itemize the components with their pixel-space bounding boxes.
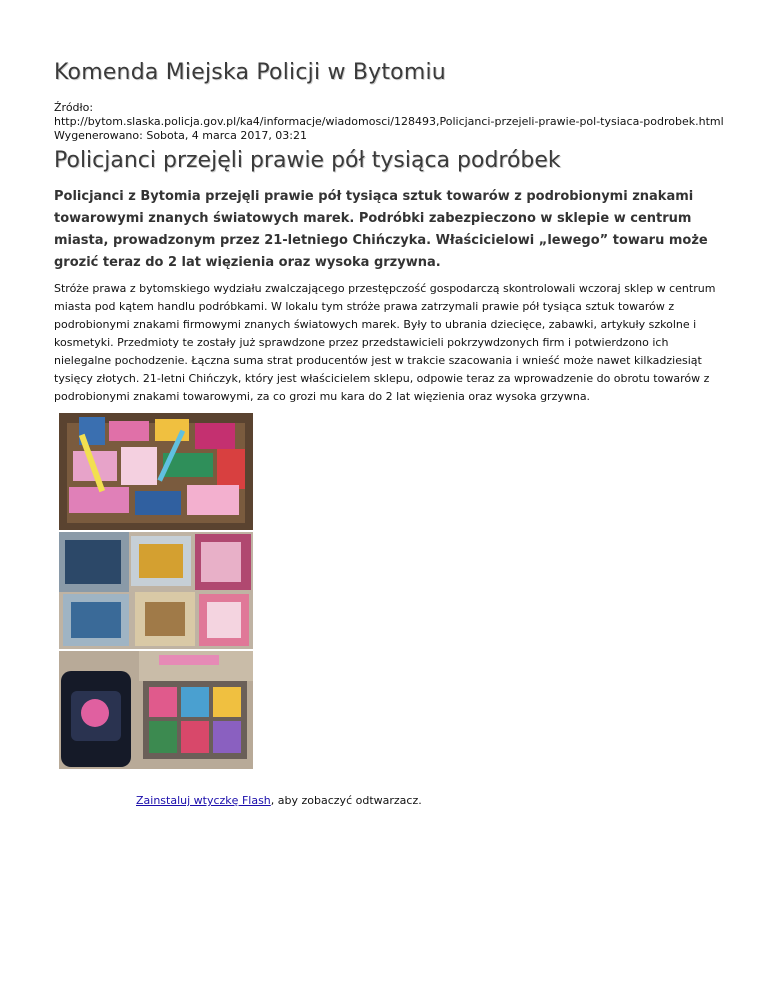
site-title: Komenda Miejska Policji w Bytomiu	[54, 60, 446, 85]
photo-pencil-cases	[59, 532, 253, 649]
install-flash-link[interactable]: Zainstaluj wtyczkę Flash	[136, 794, 271, 807]
flash-notice-suffix: , aby zobaczyć odtwarzacz.	[270, 794, 422, 807]
article-title: Policjanci przejęli prawie pół tysiąca podróbek	[54, 148, 561, 173]
article-lead: Policjanci z Bytomia przejęli prawie pół tysiąca sztuk towarów z podrobionymi znakami towarowymi znanych światowych marek. Podróbki zabezpieczono w sklepie w centrum miasta, prowadzonym przez 21-letniego Chińczyka. Właścicielowi „lewego” towaru może grozić teraz do 2 lat więzienia oraz wysoka grzywna.	[54, 189, 708, 270]
flash-notice	[136, 794, 422, 807]
source-url: http://bytom.slaska.policja.gov.pl/ka4/informacje/wiadomosci/128493,Policjanci-przejeli-prawie-pol-tysiaca-podrobek.html	[54, 115, 724, 128]
photo-backpacks-and-toys	[59, 651, 253, 769]
article-body: Stróże prawa z bytomskiego wydziału zwalczającego przestępczość gospodarczą skontrolowali wczoraj sklep w centrum miasta pod kątem handlu podróbkami. W lokalu tym stróże prawa zatrzymali prawie pół tysiąca sztuk towarów z podrobionymi znakami firmowymi znanych światowych marek. Były to ubrania dziecięce, zabawki, artykuły szkolne i kosmetyki. Przedmioty te zostały już sprawdzone przez przedstawicieli pokrzywdzonych firm i potwierdzono ich nielegalne pochodzenie. Łączna suma strat producentów jest w trakcie szacowania i wnieść może nawet kilkadziesiąt tysięcy złotych. 21-letni Chińczyk, który jest właścicielem sklepu, odpowie teraz za wprowadzenie do obrotu towarów z podrobionymi znakami towarowymi, za co grozi mu kara do 2 lat więzienia oraz wysoka grzywna.	[54, 282, 716, 403]
source-label: Źródło:	[54, 101, 94, 114]
source-meta	[54, 101, 724, 143]
generated-date: Wygenerowano: Sobota, 4 marca 2017, 03:21	[54, 129, 308, 142]
photo-box-of-school-supplies	[59, 413, 253, 530]
